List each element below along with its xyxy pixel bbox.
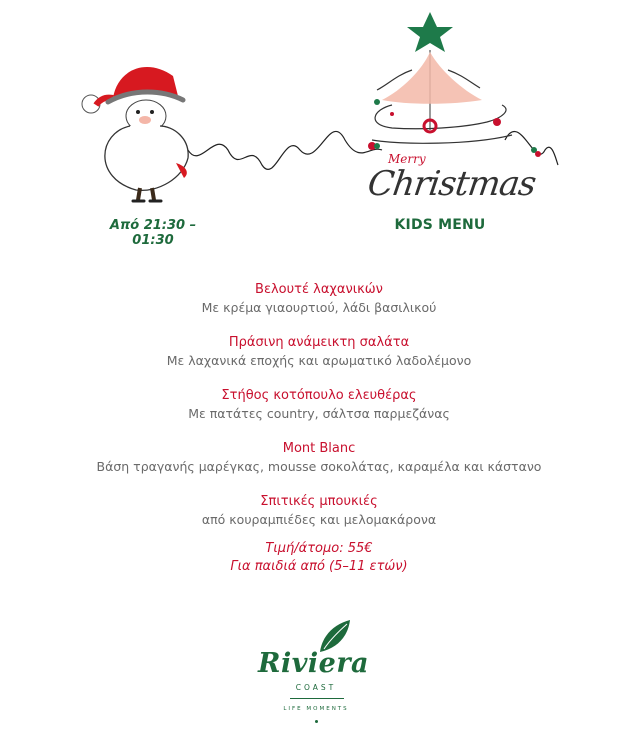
course-name: Mont Blanc [282, 441, 356, 456]
menu-title: KIDS MENU [394, 217, 486, 233]
course-description: από κουραμπιέδες και μελομακάρονα [201, 512, 437, 527]
service-hours: Από 21:30 – 01:30 [109, 218, 197, 248]
brand-subtitle: COAST [295, 683, 337, 692]
course-name: Πράσινη ανάμεικτη σαλάτα [228, 335, 410, 350]
merry-text: Merry [388, 152, 426, 166]
logo-dot [315, 720, 318, 723]
course-description: Βάση τραγανής μαρέγκας, mousse σοκολάτας, καραμέλα και κάστανο [96, 459, 542, 474]
menu-course [0, 386, 638, 423]
christmas-tree-illustration [352, 10, 572, 160]
brand-name: Riviera [258, 648, 370, 679]
menu-course [0, 280, 638, 317]
course-description: Με κρέμα γιαουρτιού, λάδι βασιλικού [201, 300, 437, 315]
menu-list [0, 280, 638, 545]
course-description: Με λαχανικά εποχής και αρωματικό λαδολέμονο [166, 353, 472, 368]
brand-tagline: LIFE MOMENTS [283, 706, 349, 712]
course-name: Βελουτέ λαχανικών [255, 282, 383, 297]
christmas-text: Christmas [365, 164, 538, 204]
menu-course [0, 492, 638, 529]
logo-divider [290, 698, 344, 699]
menu-course [0, 333, 638, 370]
pricing-block [0, 540, 638, 576]
age-range-text: Για παιδιά από (5–11 ετών) [230, 559, 408, 574]
menu-course [0, 439, 638, 476]
santa-illustration [78, 58, 208, 208]
course-description: Με πατάτες country, σάλτσα παρμεζάνας [188, 406, 450, 421]
course-name: Σπιτικές μπουκιές [260, 494, 378, 509]
price-text: Τιμή/άτομο: 55€ [265, 541, 373, 556]
course-name: Στήθος κοτόπουλο ελευθέρας [221, 388, 417, 403]
